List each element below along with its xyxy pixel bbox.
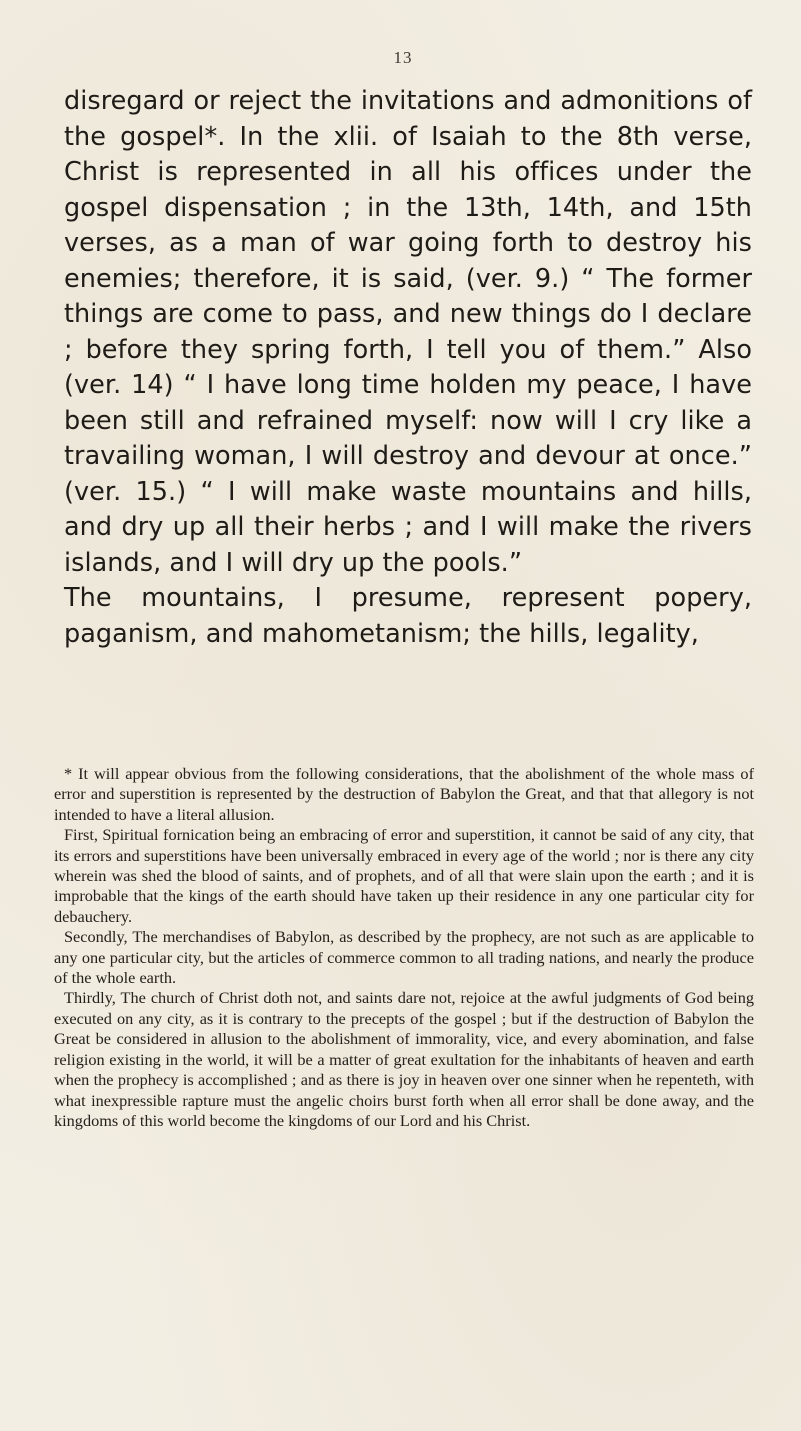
page-number: 13 [393, 48, 413, 67]
footnotes [54, 764, 754, 1131]
body-paragraph-1: disregard or reject the invitations and admonitions of the gospel*. In the xlii. of Isaiah to the 8th verse, Christ is represented in all his offices under the gospel dispensation ; in the 13th, 14th, and 15th verses, as a man of war going forth to destroy his enemies; therefore, it is said, (ver. 9.) “ The former things are come to pass, and new things do I declare ; before they spring forth, I tell you of them.” Also (ver. 14) “ I have long time holden my peace, I have been still and refrained myself: now will I cry like a travailing woman, I will destroy and devour at once.” (ver. 15.) “ I will make waste mountains and hills, and dry up all their herbs ; and I will make the rivers islands, and I will dry up the pools.” [64, 86, 752, 578]
footnote-intro: * It will appear obvious from the following considerations, that the abolishment of the whole mass of error and superstition is represented by the destruction of Babylon the Great, and that that allegory is not intended to have a literal allusion. [54, 764, 754, 824]
footnote-first-consideration: First, Spiritual fornication being an embracing of error and superstition, it cannot be said of any city, that its errors and superstitions have been universally embraced in every age of the world ; nor is there any city wherein was shed the blood of saints, and of prophets, and of all that were slain upon the earth ; and it is improbable that the kings of the earth should have taken up their residence in any one particular city for debauchery. [54, 825, 754, 926]
main-text [64, 84, 752, 652]
body-paragraph-2: The mountains, I presume, represent popery, paganism, and mahometanism; the hills, legality, [64, 583, 752, 649]
footnote-second-consideration: Secondly, The merchandises of Babylon, as described by the prophecy, are not such as are applicable to any one particular city, but the articles of commerce common to all trading nations, and nearly the produce of the whole earth. [54, 927, 754, 988]
footnote-third-consideration: Thirdly, The church of Christ doth not, and saints dare not, rejoice at the awful judgments of God being executed on any city, as it is contrary to the precepts of the gospel ; but if the destruction of Babylon the Great be considered in allusion to the abolishment of immorality, vice, and every abomination, and false religion existing in the world, it will be a matter of great exultation for the inhabitants of heaven and earth when the prophecy is accomplished ; and as there is joy in heaven over one sinner when he repenteth, with what inexpressible rapture must the angelic choirs burst forth when all error shall be done away, and the kingdoms of this world become the kingdoms of our Lord and his Christ. [54, 988, 754, 1130]
